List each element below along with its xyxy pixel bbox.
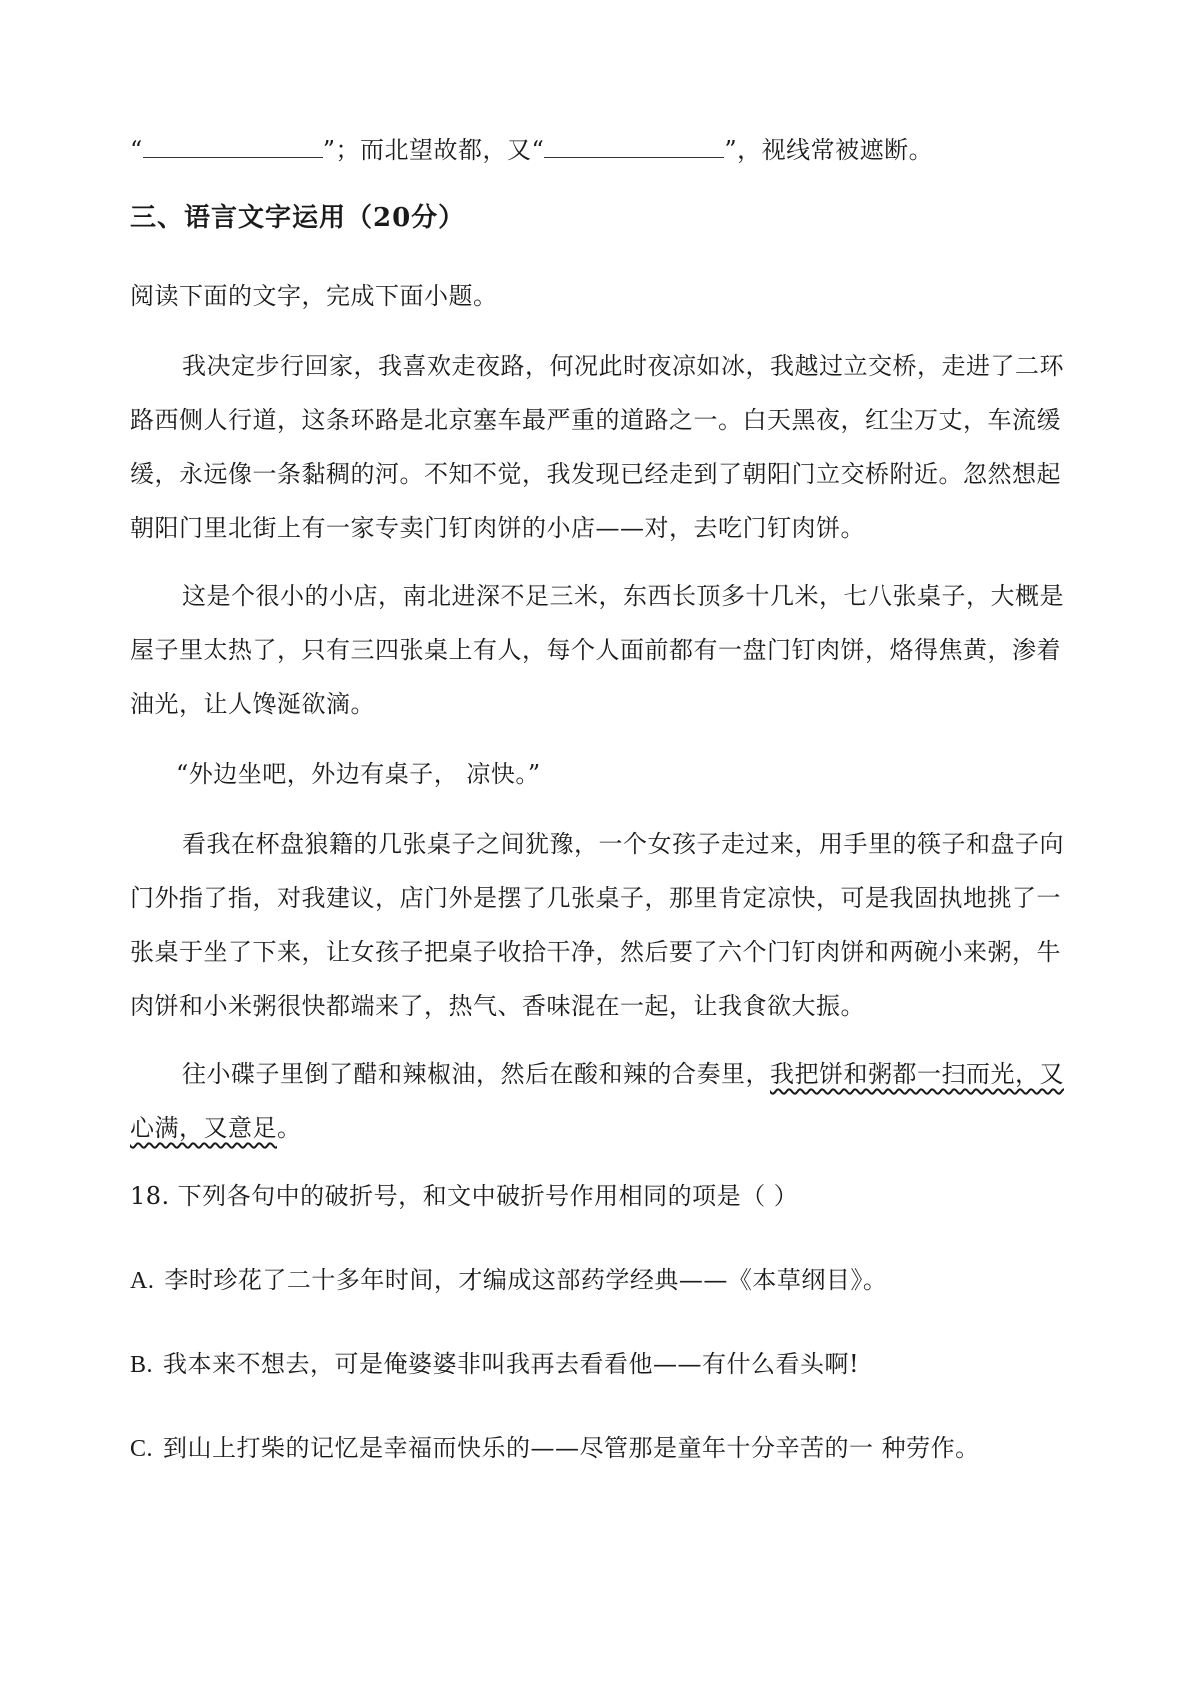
question-18-stem — [130, 1178, 1070, 1214]
fill-in-blank-line — [130, 132, 1070, 168]
passage-p1-line-3: 缓，永远像一条黏稠的河。不知不觉，我发现已经走到了朝阳门立交桥附近。忽然想起 — [130, 460, 1061, 488]
answer-blank-1[interactable] — [143, 135, 323, 158]
passage-p3-dialogue: “外边坐吧，外边有桌子， 凉快。” — [176, 760, 541, 788]
fill-line-end: ”，视线常被遮断。 — [724, 136, 934, 164]
passage-p2-line-1: 这是个很小的小店，南北进深不足三米，东西长顶多十几米，七八张桌子，大概是 — [182, 582, 1064, 610]
option-c[interactable] — [130, 1430, 1070, 1467]
fill-line-middle: ”；而北望故都，又“ — [322, 136, 545, 164]
option-a-text: 李时珍花了二十多年时间，才编成这部药学经典——《本草纲目》。 — [164, 1266, 888, 1294]
passage-p2-line-2: 屋子里太热了，只有三四张桌上有人，每个人面前都有一盘门钉肉饼，烙得焦黄，渗着 — [130, 636, 1061, 664]
option-a[interactable] — [130, 1262, 1070, 1299]
passage-p1-line-2: 路西侧人行道，这条环路是北京塞车最严重的道路之一。白天黑夜，红尘万丈，车流缓 — [130, 406, 1061, 434]
p5-end-punct: 。 — [277, 1114, 302, 1142]
question-stem-text: 下列各句中的破折号，和文中破折号作用相同的项是（ ） — [177, 1182, 799, 1210]
option-a-letter: A. — [130, 1268, 155, 1294]
passage-p4-line-4: 肉饼和小米粥很快都端来了，热气、香味混在一起，让我食欲大振。 — [130, 992, 865, 1020]
option-b-text: 我本来不想去，可是俺婆婆非叫我再去看看他——有什么看头啊! — [163, 1350, 860, 1378]
option-c-letter: C. — [130, 1436, 154, 1462]
passage-p1-line-1: 我决定步行回家，我喜欢走夜路，何况此时夜凉如冰，我越过立交桥，走进了二环 — [182, 352, 1064, 380]
p5-wavy-underlined-text-1: 我把饼和粥都一扫而光，又 — [770, 1060, 1064, 1088]
p5-wavy-underlined-text-2: 心满，又意足 — [130, 1114, 277, 1142]
passage-p5-line-2 — [130, 1110, 1070, 1146]
option-b-letter: B. — [130, 1352, 154, 1378]
answer-blank-2[interactable] — [544, 135, 724, 158]
passage-p2-line-3: 油光，让人馋涎欲滴。 — [130, 690, 375, 718]
passage-p1-line-4: 朝阳门里北街上有一家专卖门钉肉饼的小店——对，去吃门钉肉饼。 — [130, 514, 865, 542]
open-quote: “ — [130, 136, 143, 164]
section-title: 三、语言文字运用（20分） — [130, 203, 466, 233]
passage-p4-line-3: 张桌于坐了下来，让女孩子把桌子收拾干净，然后要了六个门钉肉饼和两碗小来粥，牛 — [130, 938, 1061, 966]
p5-plain-text: 往小碟子里倒了醋和辣椒油，然后在酸和辣的合奏里， — [182, 1060, 770, 1088]
option-b[interactable] — [130, 1346, 1070, 1383]
passage-p4-line-1: 看我在杯盘狼籍的几张桌子之间犹豫，一个女孩子走过来，用手里的筷子和盘子向 — [182, 830, 1064, 858]
instruction-text: 阅读下面的文字，完成下面小题。 — [130, 282, 498, 310]
question-number: 18. — [130, 1182, 170, 1210]
option-c-text: 到山上打柴的记忆是幸福而快乐的——尽管那是童年十分辛苦的一 种劳作。 — [163, 1434, 980, 1462]
passage-p4-line-2: 门外指了指，对我建议，店门外是摆了几张桌子，那里肯定凉快，可是我固执地挑了一 — [130, 884, 1061, 912]
passage-p5-line-1 — [182, 1056, 1070, 1092]
